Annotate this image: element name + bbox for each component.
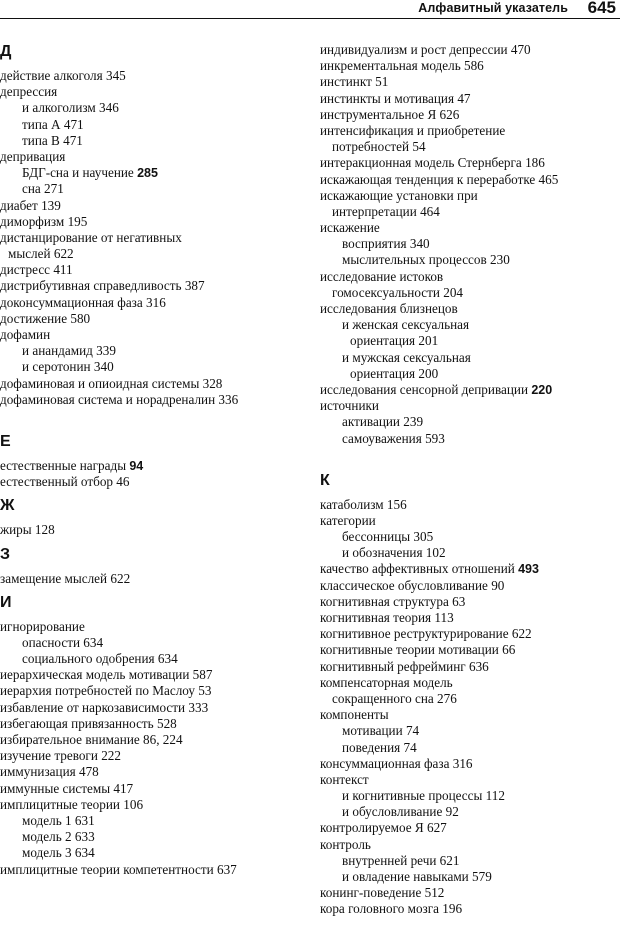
index-entry: диабет 139: [0, 197, 61, 213]
index-subentry: сна 271: [22, 181, 64, 197]
index-entry: дофамин: [0, 327, 51, 342]
bold-page-number: 94: [129, 458, 144, 473]
index-subentry: и мужская сексуальная: [342, 349, 471, 365]
index-entry: инстинкт 51: [320, 74, 389, 90]
index-entry: избавление от наркозависимости 333: [0, 699, 209, 715]
index-entry: доконсуммационная фаза 316: [0, 294, 166, 310]
index-entry: инкрементальная модель 586: [320, 58, 484, 74]
index-entry: искажающие установки при: [320, 187, 478, 203]
index-entry: контекст: [320, 771, 369, 787]
index-subentry: и анандамид 339: [22, 343, 116, 359]
index-entry: действие алкоголя 345: [0, 68, 126, 83]
index-entry: иммунизация 478: [0, 764, 99, 780]
index-subentry-continuation: ориентация 201: [350, 333, 439, 349]
index-entry: имплицитные теории 106: [0, 796, 144, 812]
index-subentry: модель 1 631: [22, 812, 95, 828]
index-entry: интеракционная модель Стернберга 186: [320, 155, 545, 171]
running-header: [0, 0, 620, 22]
index-subentry: самоуважения 593: [342, 430, 445, 446]
letter-heading-k: К: [320, 471, 330, 489]
index-entry: катаболизм 156: [320, 496, 407, 512]
index-entry: инструментальное Я 626: [320, 106, 460, 122]
index-entry: избегающая привязанность 528: [0, 715, 177, 731]
index-subentry: и когнитивные процессы 112: [342, 788, 505, 804]
index-entry: депрессия: [0, 84, 58, 100]
index-entry: иммунные системы 417: [0, 780, 134, 796]
index-entry: контроль: [320, 836, 371, 852]
index-subentry: и обозначения 102: [342, 545, 446, 561]
index-entry: иерархическая модель мотивации 587: [0, 667, 213, 683]
index-entry: замещение мыслей 622: [0, 570, 131, 586]
index-subentry: восприятия 340: [342, 236, 430, 252]
index-subentry: [0, 165, 305, 181]
index-subentry: социального одобрения 634: [22, 651, 178, 667]
index-entry: избирательное внимание 86, 224: [0, 732, 183, 747]
index-entry: жиры 128: [0, 522, 55, 538]
index-entry: когнитивные теории мотивации 66: [320, 642, 516, 658]
page-number: 645: [587, 0, 616, 17]
index-subentry: и овладение навыками 579: [342, 869, 492, 884]
index-entry: [320, 382, 620, 398]
index-entry: достижение 580: [0, 310, 91, 326]
index-entry: исследования близнецов: [320, 301, 458, 316]
index-subentry-text: БДГ-сна и научение: [22, 165, 134, 181]
index-entry: кора головного мозга 196: [320, 901, 463, 917]
index-subentry: поведения 74: [342, 739, 417, 755]
index-entry: компенсаторная модель: [320, 674, 453, 690]
letter-heading-i: И: [0, 593, 12, 611]
index-entry: исследование истоков: [320, 268, 444, 284]
index-entry: когнитивный рефрейминг 636: [320, 658, 489, 674]
index-entry: дистрибутивная справедливость 387: [0, 278, 205, 294]
index-entry-text: качество аффективных отношений: [320, 561, 515, 577]
letter-heading-z: З: [0, 545, 11, 563]
index-entry: дистресс 411: [0, 262, 73, 278]
index-entry: категории: [320, 512, 376, 528]
index-subentry: мотивации 74: [342, 723, 420, 739]
index-entry: иерархия потребностей по Маслоу 53: [0, 683, 212, 699]
index-entry-continuation: потребностей 54: [332, 139, 426, 155]
index-entry-continuation: сокращенного сна 276: [332, 690, 457, 706]
index-entry-text: естественные награды: [0, 457, 127, 473]
index-subentry: активации 239: [342, 414, 424, 430]
index-entry-continuation: интерпретации 464: [332, 203, 440, 219]
index-entry-continuation: мыслей 622: [8, 246, 74, 262]
index-entry: источники: [320, 398, 379, 414]
index-subentry: и серотонин 340: [22, 359, 114, 375]
index-entry: искажающая тенденция к переработке 465: [320, 171, 559, 187]
index-entry: классическое обусловливание 90: [320, 577, 505, 593]
index-entry: депривация: [0, 148, 66, 164]
index-entry: имплицитные теории компетентности 637: [0, 861, 237, 877]
index-subentry: типа А 471: [22, 116, 84, 132]
index-column-right: [320, 42, 620, 918]
bold-page-number: 285: [137, 166, 158, 181]
bold-page-number: 220: [531, 382, 553, 397]
letter-heading-zh: Ж: [0, 497, 15, 515]
index-subentry: и алкоголизм 346: [22, 100, 119, 116]
header-rule: [0, 18, 620, 19]
index-entry: искажение: [320, 220, 380, 236]
index-subentry: бессонницы 305: [342, 529, 434, 545]
index-subentry-continuation: ориентация 200: [350, 365, 439, 381]
index-entry: дистанцирование от негативных: [0, 229, 182, 245]
letter-heading-e: Е: [0, 432, 11, 450]
index-entry: конинг-поведение 512: [320, 885, 445, 901]
index-entry: изучение тревоги 222: [0, 748, 121, 764]
index-subentry: мыслительных процессов 230: [342, 252, 510, 268]
index-subentry: и обусловливание 92: [342, 804, 459, 820]
index-entry: игнорирование: [0, 618, 85, 634]
index-entry: естественный отбор 46: [0, 474, 130, 490]
index-column-left: [0, 42, 305, 878]
index-entry: консуммационная фаза 316: [320, 755, 473, 771]
index-subentry: опасности 634: [22, 634, 104, 650]
index-entry: контролируемое Я 627: [320, 820, 447, 836]
index-subentry: внутренней речи 621: [342, 852, 460, 868]
index-subentry: и женская сексуальная: [342, 317, 470, 333]
running-header-title: Алфавитный указатель: [418, 1, 568, 15]
index-entry-continuation: гомосексуальности 204: [332, 284, 464, 300]
letter-heading-d: Д: [0, 43, 12, 60]
index-subentry: модель 2 633: [22, 829, 95, 845]
index-entry-text: исследования сенсорной депривации: [320, 381, 529, 397]
index-entry: дофаминовая система и норадреналин 336: [0, 391, 239, 407]
index-entry: когнитивное реструктурирование 622: [320, 626, 532, 642]
index-entry: дофаминовая и опиоидная системы 328: [0, 375, 223, 391]
index-subentry: типа В 471: [22, 132, 83, 148]
index-entry: диморфизм 195: [0, 213, 88, 229]
index-entry: [0, 458, 305, 474]
index-entry: когнитивная структура 63: [320, 593, 466, 609]
bold-page-number: 493: [518, 562, 539, 577]
index-entry: когнитивная теория 113: [320, 610, 454, 625]
index-entry: компоненты: [320, 707, 389, 723]
index-subentry: модель 3 634: [22, 845, 95, 861]
index-entry: инстинкты и мотивация 47: [320, 90, 471, 106]
index-entry: интенсификация и приобретение: [320, 122, 506, 138]
index-entry: индивидуализм и рост депрессии 470: [320, 42, 531, 57]
index-entry: [320, 561, 620, 577]
